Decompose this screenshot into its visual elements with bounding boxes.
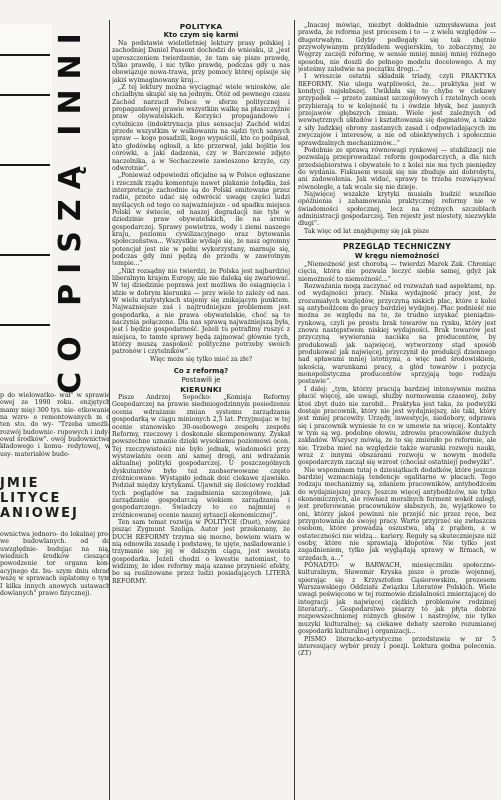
- left-box-article: [0, 392, 110, 800]
- paragraph: I wreszcie ostatni składnik triady, czyli PRAKTYKA REFORMY. Nie ulega wątpliwości, że... praktyka jest w kondycji najsłabszej. Uwikłała się to chyba w ciekawy przypadek — przeto zamiast szczegółowych i rzetelnych ocen przybierają to w kolejność tu i ówdzie błysk, bez jasnych przejawów głębszych zmian. Wiele jest zależnych od wewnętrznych układów i kształtowania się dogmatów, a także z siły ludzkiej obrony zastanych zasad i odpowiadających im zwyczajów i interesów, a nie od obiektywnych i społecznie sprawdzalnych mechanizmów...”: [298, 73, 496, 147]
- article-source-kierunki: KIERUNKI: [180, 385, 222, 395]
- paragraph: Podobnie ze sprawą równowagi rynkowej — stabilizacji nie pozwalają przeprowadzać reform gospodarczych, a dla nich przedsiębiorstwa i obywatele to z kolei nie ma tych pieniędzy do wydania. Fiskusem wszak się nie zbuduje ani dobrobytu, ani zadowolenia. Jak widać, sprawy te trzeba rozwiązywać równolegle, a tak wcale się nie dzieje.: [298, 146, 496, 191]
- paragraph: Na podstawie wielotletniej lektury prasy polskiej i zachodniej Daniel Passent dochodzi do wniosku, iż „jest uproszczeniem twierdzenie, że tam się pisze prawdę, tylko prawdę, i nic tylko prawdę, podczas gdy u nas obowiązuje nowa-trawa, przy pomocy której opisuje się jakiś wyimaginowany kraj...: [112, 40, 290, 84]
- section-title-text: CO PISZĄ INNI: [52, 22, 88, 394]
- article-subtitle-reforma: Postawili je: [181, 376, 221, 385]
- paragraph: Więc może się tylko mieć za złe?: [149, 355, 253, 363]
- left-box-heading: [0, 470, 110, 527]
- paragraph: Rozważania mogą zaczynać od rozważań nad aspektami, np. od wydajności pracy. Niska wydajność pracy jest, że zrozumiałych względów, przyczyną niskich płac, które z kolei są antybodźcem do pracy bardziej wydajnej. Płac podnieść nie można ze względu na to, że trudno uzyskać pieniądze-rynkową, czyli po prostu brak towarów na rynku, który jest znowu następstwem niskiej wydajności. Brak towarów jest przyczyną wywierania nacisku na producentów, by produkowali jak najwięcej, wytworzony stąd sposób produkować jak najwięcej, przyczynił do produkcji dziennego nad spławami mniej istotnymi, a więc nad środowiskiem, jakością, warunkami pracy, a głód towarów i pozycja monopolistyczna producentów sprzyjają tego rodzaju postawie”.: [298, 283, 496, 386]
- left-box-text-top: p do wielowatko- wał" w sprawie owej ze 1990 roku. enzjętych mamy mię) 300 tys. nie- etkowanie na wzro- e remontowanych m o ten sto. do wy- "Trzeba umożli- rozwój budownic- rupowych i indy- ował środków". owój budownictwa kładowego i komu- redytowej, w usy- materiałów budo-: [0, 392, 110, 458]
- left-box-heading-line: ANIOWEJ: [0, 506, 79, 522]
- paragraph: „Nikt rozsądny nie twierdzi, że Polska jest najbardziej liberalnym krajem Europy, ale nie daleką się zwariować. W tej dziedzinie poprawa jest możliwa do osiągnięcia i idzie w dobrym kierunku — przy wiele to zależy od nas. W wielu statystykach stajemy się znikającym punktem. Najważniejsze zaś i najtrudniejsze problemem jest gospodarka, a nie prawa obywatelskie, choć są to naczynia połączone. Dla nas sprawą najważniejszą była, jest i będzie gospodarność. Jeżeli tu potrafimy ruszyć z miejsca, to tamte sprawy będą zajmować głównie tych, którzy muszą zaspokoić polityczne potrzeby swoich patronów i czytelników”.: [112, 267, 290, 356]
- left-box-text-bottom: ownictwa jednoro- do lokalnej pro- we budowlanych. od do uwzględnie- budując na nią, wiednich środków cieszące powodzenie tor organu kon- acyjnego dz. bu- szym dniu obrad ważę w sprawach isplatomy o tym I kilka innych anowych ustawach dowlanych" prawo fizycznej).: [0, 531, 110, 597]
- section-divider: [298, 239, 496, 240]
- paragraph: Tak więc od lat znajdujemy się jak pisze: [304, 227, 430, 235]
- middle-column: [112, 22, 290, 800]
- article-title-reforma: Co z reformą?: [173, 367, 229, 376]
- paragraph: Najwięcej wszakże krytyki musiała budzić wszelkie opóźnienia i zahamowania praktycznej reformy nie w świadomości społecznej, lecz na różnych szczeblach administracji gospodarczej. Ten rejestr jest niestety, niezwykle długi”.: [298, 190, 496, 228]
- paragraph: „Inaczej mówiąc, niezbyt dokładnie uzmysławiana jest prawda, że reforma jest procesem i to — z wielu względów — długotrwałym. Gdyby podlegały się tak chętnie przywoływanym przykładem węgierskim, to zobaczymy, że Węgrzy zaczęli reformę, w sensie mniej mniej mniej różnego sposobu, nie doszli do pełnego modelu docelowego. A my jesteśmy zaledwie na początku drogi...”: [298, 22, 496, 74]
- paragraph: „Ponieważ odpowiedzi oficjalne są w Polsce ogłaszane i rzecznik rządu komentuje nawet plakanie żołądka, żaś interpretacje zachodnie są do Polski emitowane przez radio, przeto udać się odwrócić uwagę części ludzi myślących od tego co najważniejsze - od spadku miejsca Polski w świecie, od naszej degradacji nie tyle w dziedzinie praw obywatelskich, ile na arenie gospodarczej. Sprawy powietrza, wody i ziemi naszego kraju, poziomu cywilizacyjnego oraz bytowania społeczeństwa... Wszystkie wydaje się, że nasz ogromny potencjał jest nie w pełni wykorzystany, marnuje się, podczas gdy inni pędzą do przodu w zawrotnym tempie...”: [112, 172, 290, 268]
- paragraph: Ten sam temat rozwija w POLITYCE (Duet), również pisząc Zygmunt Szeliga. Autor jest przekonany, że DUCH REFORMY trzyma się mocno, bowiem wiara w nią odnowiła zasadę i podstawę, te ujęte, naśladowanie i trzymanie się jej w dalszym ciągu, jest swoista gospodarka. Jeżeli chodzi o kwestie natomiast, to widzimy, że idee reformy mają szanse przynieść efekty, bo są realizowane przez ludzi posiadających LITERA REFORMY.: [112, 518, 290, 585]
- column-divider: [109, 20, 110, 800]
- paragraph: PONADTO: w BARWACH, miesięczniku społeczno-kulturalnym, Sławomir Kryska pisze o prozie wojennej, spierając się z Krzysztofem Gąsiorowskim, prezesem Warszawskiego Oddziału Związku Literatów Polskich. Wiele uwagi poświęcono w tej rozmowie działalności zmierzającej do integracji jak najwięcej ciężkich problemów rodzimej literatury... Gospodarstwo pisarzy to jak płyta dobrze rozpowszechnionej różnych głosów i nastrojów, nie tylko muzyki kulturalnej; są ciekawe debaty szeroko rozumianej gospodarki kulturalnej i organizacji...: [298, 562, 496, 636]
- paragraph: Pisze Andrzej Sopoćko: „Komisja Reformy Gospodarczej na prawie siedmiogodzinnym posiedzeniu ocenia wdrażanie zmian systemu zarządzania gospodarką w ciągu minionych 2,5 lat. Przyjmując w tej ocenie stanowisko 30-osobowego zespołu zespołu Reformy, rzeczowy i doskonale skomponowany. Zyskał powszechne uznanie dzięki wysokiemu poziomowi ocen. Tej rzeczywistości nie było jednak, wiadomości przy wystawianiu ocen ani samej drogi, ani wdrażania aktualnej polityki gospodarczej. U poszczególnych dyskutantów było też zaobserwowane często zróżnicowane. Wystąpiło jednak doić ciekawe zjawisko. Podział między krytykami. Ujawnił się ilościowy rozkład tych poglądów na zagadnienia szczegółowe, jak zarządzanie gospodarczą wiekiem zarządzania i gospodarczego. Świadczy to co najmniej o zróżnicowanej ocenie naszej sytuacji ekonomicznej”.: [112, 394, 290, 519]
- article-source-polityka: POLITYKA: [179, 22, 223, 31]
- article-title-polityka: Kto czym się karmi: [163, 31, 239, 39]
- right-column: [298, 22, 496, 800]
- paragraph: PISMO literacko-artystyczne przedstawia w nr 5 interesujący wybór prozy i poezji. Lektura godna polecenia. (ZT): [298, 635, 496, 658]
- left-box-heading-line: LITYCE: [0, 491, 62, 507]
- article-title-przeglad: W kręgu niemożności: [354, 251, 440, 260]
- paragraph: I dalej: „tym, którzy pracują bardziej intensywnie można płacić więcej, ale uwagi, służby normowania czasowej, żeby ktoś zbyt dużo nie zarobił... Praktyka jest taka, że podwyżki dostaje pracownik, który nie jest wydajniejszy, ale taki, który jest mniej pracowity. Urzędy, inwestycje, niedobory, odprawa się i pracownik wyniesie to co w umowie na więcej. Kontakty w tym są wg. podobne ołowiu, zdrowiu pracowników dużych zakładów. Wszyscy mówią, że to się zmieniło po reformie, ale nie. Trzeba mieć na względzie także warunki rozwoju nauki, wraz z innymi obszarami rozwoju w nowym modelu gospodarczym zaczął się wzrost (chociaż ostatniej) podwyżki”.: [298, 385, 496, 467]
- article-source-przeglad: PRZEGLĄD TECHNICZNY: [342, 241, 452, 251]
- paragraph: Nie wspominam tutaj o dziesiątkach dodatków, które jeszcze bardziej wzmacniają tendencje egalitarne w płacach. Tego rodzaju mechanizmy są, zdaniem pracowników, antybodźcem do wydajniejszej pracy. Jeszcze więcej antybodźców, nie tylko ekonomicznych, ale również moralnych ferment wokół zaległ, jest preferowanie pracowników słabszych, że, wyjątkowo to oni, którzy jakoś powinni nie przejść nic przez ręce, bez przygotowania do swojej pracy. Warto przyjrzeć się zwłaszcza osobom, które prowadzą oszustwa, idą z prądem, a w ostateczności nie widzą... kariery. Reguły są skuteczniejsze niż osoby, które nie sprawiają kłopotów. Nie tylko jest zagadnieniem, tylko jak wyglądają sprawy w firmach, w urzędach, a...”: [298, 466, 496, 562]
- column-divider: [294, 20, 295, 800]
- left-box-heading-line: JMIE: [0, 476, 40, 492]
- paragraph: „Z tej lektury można wyciągnąć wiele wniosków, ale chciałbym skupić się na jednym. Otóż od pewnego czasu Zachód narzucił Polsce w sferze politycznej i propagandowej prawie wszystkim walkę na płaszczyźnie praw obywatelskich. Korzyści propagandowe i cytelnicze (indoktrynacja plus sensacja) Zachód widzi przede wszystkim w walkowaniu na sądzi tych samych spraw — kogo posadzili, kogo wypuścili, kto co podpisał, kto głodówkę ogłosił, a kto przerwał, jaki bojštie los córówki, a jaki dadzenia, czy w Barczewie zdjęto naczelnika, a w Sochaczewie zawieszono krzyże, czy odwrotnie”.: [112, 84, 290, 172]
- section-title-vertical: [40, 22, 100, 394]
- paragraph: „Niemożność jest chorobą — twierdzi Marek Zak. Chroniąc cięcia, która nie pozwala leczyć siebie samej, gdyż jak niemożność to niemożność...”: [298, 260, 496, 283]
